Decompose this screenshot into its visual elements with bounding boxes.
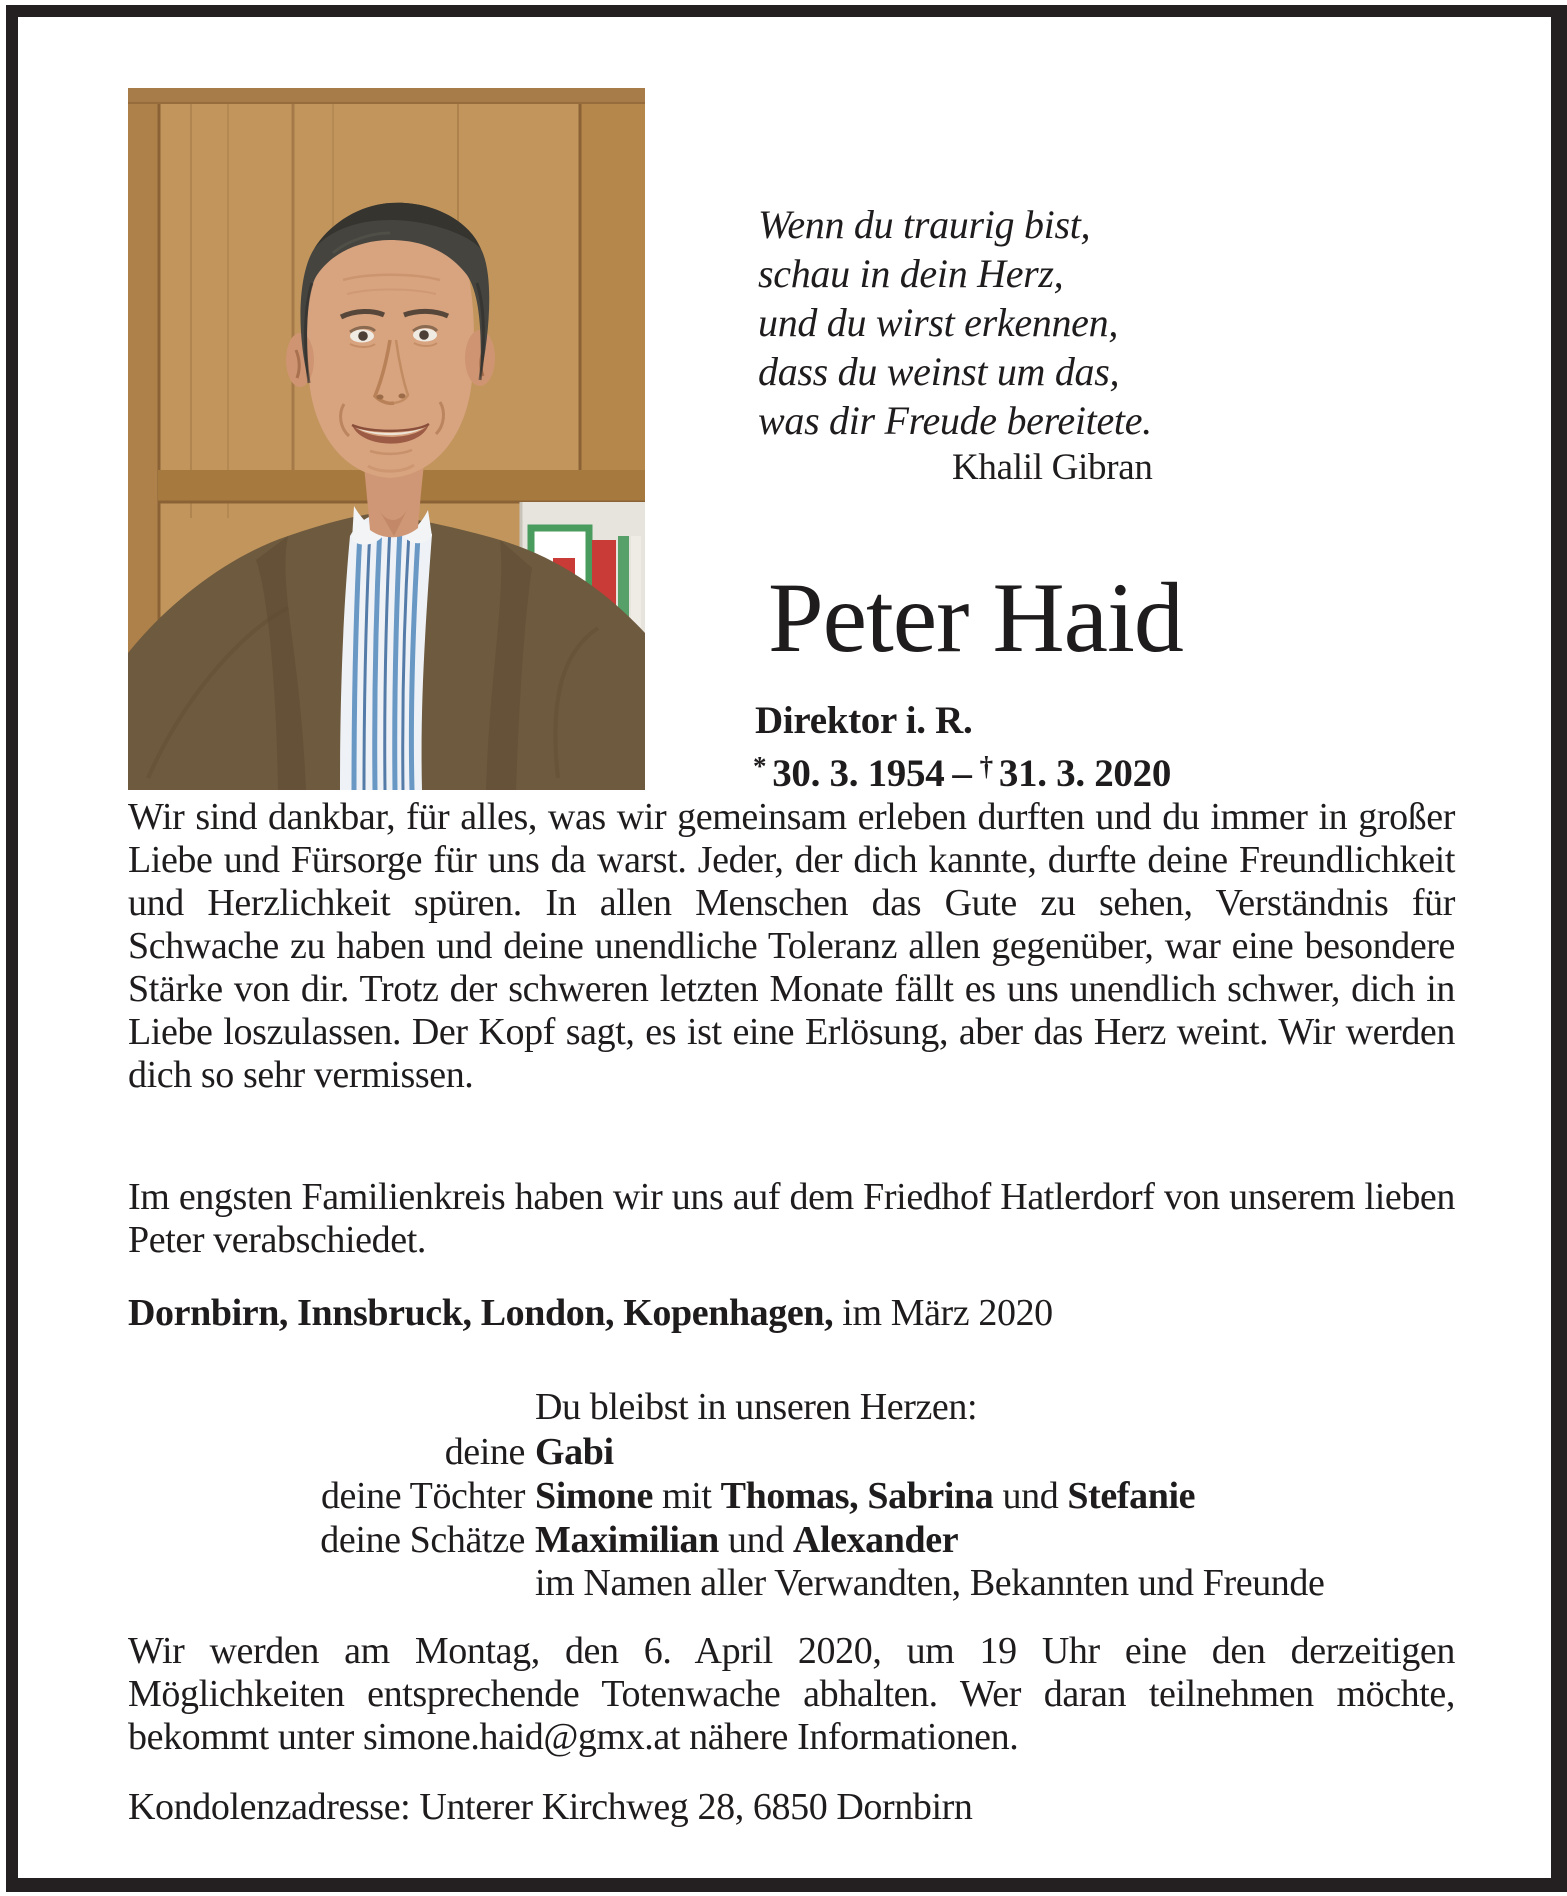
mourners-list — [128, 1430, 1455, 1562]
cities-date-line — [128, 1292, 1455, 1335]
birth-date: 30. 3. 1954 — [772, 752, 945, 795]
birth-star-symbol: * — [753, 751, 767, 781]
deceased-name: Peter Haid — [768, 562, 1183, 673]
mourner-relation-label: deine — [444, 1431, 525, 1473]
mourner-row — [128, 1518, 1455, 1562]
date-separator: – — [952, 752, 972, 795]
life-dates — [753, 744, 1171, 796]
farewell-paragraph: Im engsten Familienkreis haben wir uns auf dem Friedhof Hatlerdorf von unserem lieben Peter verabschiedet. — [128, 1176, 1455, 1261]
portrait-photo-graphic — [128, 88, 645, 790]
quote-line: Wenn du traurig bist, — [758, 202, 1091, 247]
mourner-row — [128, 1474, 1455, 1518]
portrait-photo — [128, 88, 645, 790]
quote-line: und du wirst erkennen, — [758, 300, 1119, 345]
mourner-relation-label: deine Töchter — [320, 1475, 525, 1517]
mourner-names: Simone mit Thomas, Sabrina und Stefanie — [535, 1475, 1196, 1517]
deceased-title: Direktor i. R. — [755, 699, 973, 742]
death-cross-symbol: † — [979, 751, 993, 781]
month-year: im März 2020 — [833, 1292, 1053, 1334]
condolence-address: Kondolenzadresse: Unterer Kirchweg 28, 6850 Dornbirn — [128, 1786, 973, 1828]
mourner-relation-label: deine Schätze — [320, 1519, 525, 1561]
quote-attribution: Khalil Gibran — [952, 447, 1153, 488]
cities-list: Dornbirn, Innsbruck, London, Kopenhagen, — [128, 1292, 834, 1334]
mourner-names: Maximilian und Alexander — [535, 1519, 959, 1561]
memorial-quote — [758, 200, 1318, 445]
wake-text-end: nähere Informationen. — [680, 1716, 1019, 1758]
death-date: 31. 3. 2020 — [998, 752, 1172, 795]
contact-email: simone.haid@gmx.at — [363, 1716, 681, 1758]
quote-line: dass du weinst um das, — [758, 349, 1120, 394]
quote-line: schau in dein Herz, — [758, 251, 1064, 296]
wake-announcement — [128, 1630, 1455, 1759]
farewell-heading: Du bleibst in unseren Herzen: — [535, 1386, 978, 1428]
mourner-row — [128, 1430, 1455, 1474]
quote-line: was dir Freude bereitete. — [758, 398, 1152, 443]
mourners-closing-line: im Namen aller Verwandten, Bekannten und Freunde — [535, 1562, 1325, 1604]
wake-text-start: Wir werden am Montag, den 6. April 2020, um 19 Uhr eine den derzeitigen Möglichkeiten entsprechende Totenwache abhalten. Wer daran teilnehmen möchte, bekommt unter — [128, 1630, 1455, 1758]
mourner-names: Gabi — [535, 1431, 614, 1473]
obituary-paragraph: Wir sind dankbar, für alles, was wir gemeinsam erleben durften und du immer in großer Liebe und Fürsorge für uns da warst. Jeder, der dich kannte, durfte deine Freundlichkeit und Herzlichkeit spüren. In allen Menschen das Gute zu sehen, Verständnis für Schwache zu haben und deine unendliche Toleranz allen gegenüber, war eine besondere Stärke von dir. Trotz der schweren letzten Monate fällt es uns unendlich schwer, dich in Liebe loszulassen. Der Kopf sagt, es ist eine Erlösung, aber das Herz weint. Wir werden dich so sehr vermissen. — [128, 796, 1455, 1096]
